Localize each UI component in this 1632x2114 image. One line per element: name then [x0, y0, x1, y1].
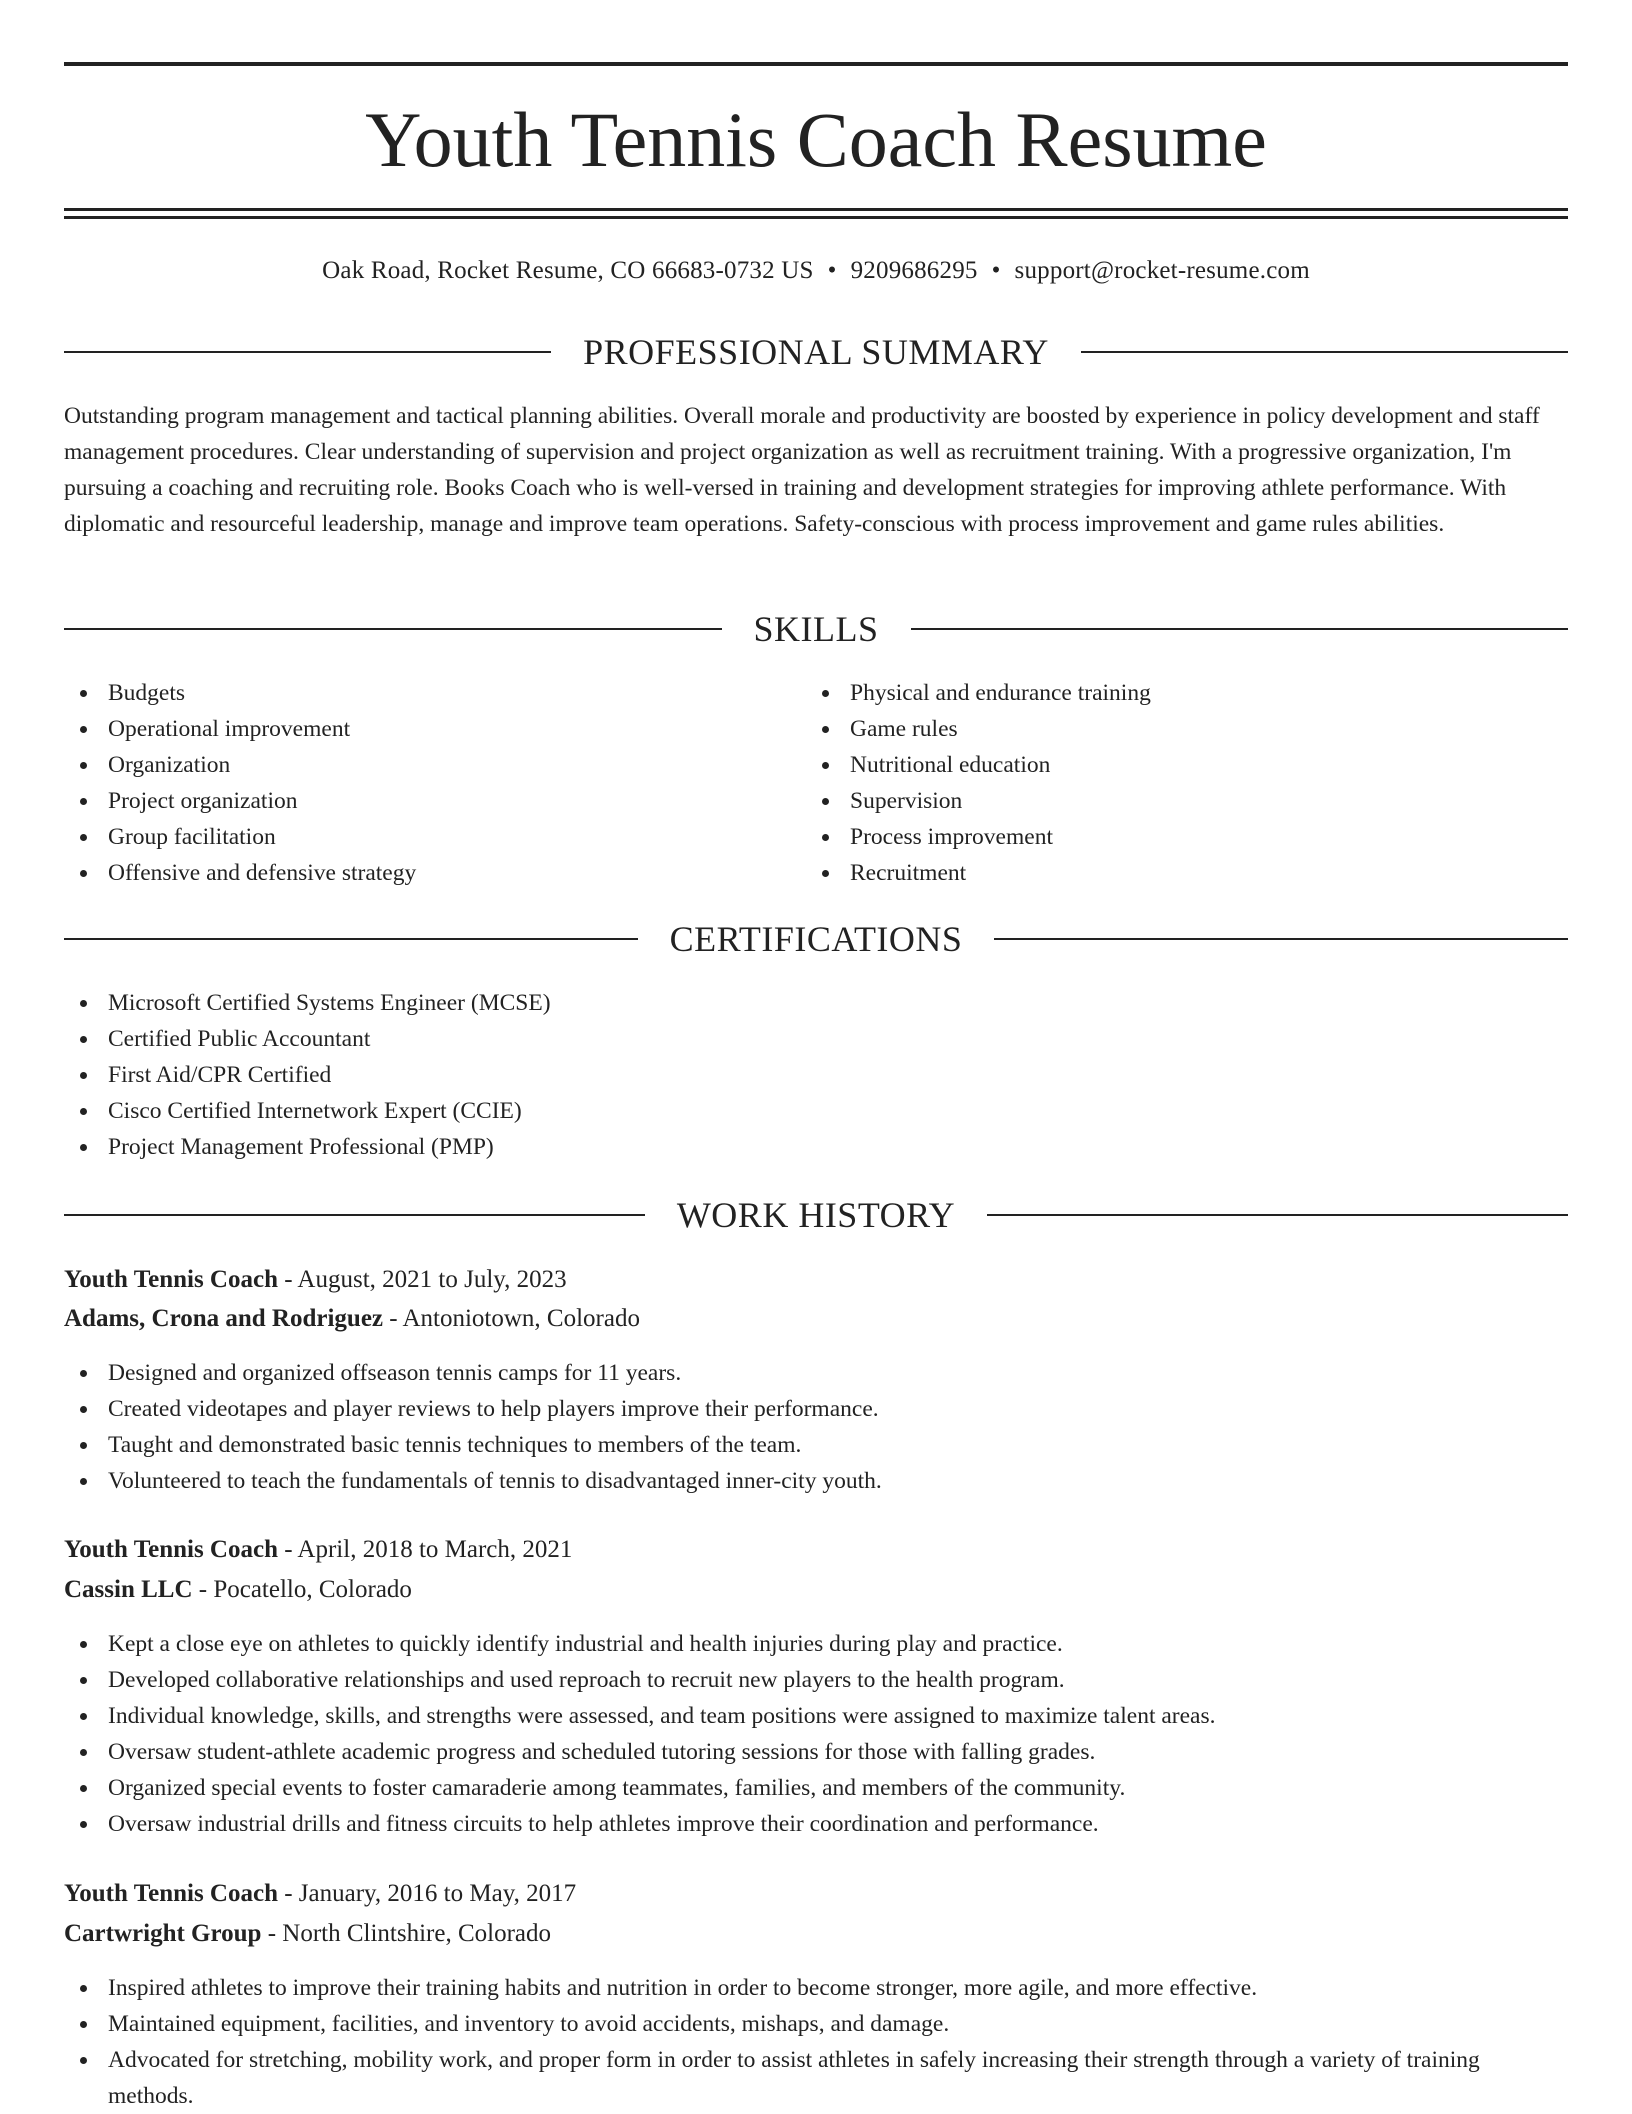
heading-rule [1081, 351, 1568, 353]
job-title: Youth Tennis Coach [64, 1266, 278, 1293]
heading-rule [987, 1214, 1568, 1216]
list-item: Project Management Professional (PMP) [64, 1129, 1464, 1165]
list-item: Physical and endurance training [806, 675, 1506, 711]
list-item: Budgets [64, 675, 764, 711]
list-item: Process improvement [806, 819, 1506, 855]
job-bullets [64, 1626, 1568, 1842]
contact-email: support@rocket-resume.com [1014, 257, 1310, 284]
contact-separator: • [991, 257, 1001, 284]
list-item: Kept a close eye on athletes to quickly identify industrial and health injuries during play and practice. [64, 1626, 1568, 1662]
certifications-list [64, 985, 1464, 1165]
job-dates: - January, 2016 to May, 2017 [277, 1880, 577, 1907]
heading-rule [64, 351, 551, 353]
job-location: - Antoniotown, Colorado [383, 1305, 640, 1332]
job-title-line [64, 1532, 1568, 1568]
list-item: Designed and organized offseason tennis camps for 11 years. [64, 1355, 1568, 1391]
list-item: Maintained equipment, facilities, and inventory to avoid accidents, mishaps, and damage. [64, 2006, 1568, 2042]
list-item: Oversaw industrial drills and fitness circuits to help athletes improve their coordination and performance. [64, 1806, 1568, 1842]
list-item: Offensive and defensive strategy [64, 855, 764, 891]
list-item: Oversaw student-athlete academic progress and scheduled tutoring sessions for those with falling grades. [64, 1734, 1568, 1770]
list-item: Game rules [806, 711, 1506, 747]
skills-list-left [64, 675, 764, 891]
job-title-line [64, 1262, 1568, 1298]
list-item: Volunteered to teach the fundamentals of tennis to disadvantaged inner-city youth. [64, 1463, 1568, 1499]
job-company: Cassin LLC [64, 1576, 193, 1603]
top-rule [64, 62, 1568, 66]
list-item: Created videotapes and player reviews to help players improve their performance. [64, 1391, 1568, 1427]
contact-phone: 9209686295 [850, 257, 978, 284]
list-item: Organized special events to foster camaraderie among teammates, families, and members of the community. [64, 1770, 1568, 1806]
list-item: Advocated for stretching, mobility work, and proper form in order to assist athletes in safely increasing their strength through a variety of training methods. [64, 2042, 1568, 2114]
job-bullets [64, 1970, 1568, 2114]
list-item: Nutritional education [806, 747, 1506, 783]
job-dates: - April, 2018 to March, 2021 [277, 1536, 573, 1563]
section-title: PROFESSIONAL SUMMARY [583, 332, 1049, 372]
section-heading-work-history [64, 1193, 1568, 1237]
contact-address: Oak Road, Rocket Resume, CO 66683-0732 US [322, 257, 814, 284]
heading-rule [64, 1214, 645, 1216]
heading-rule [64, 628, 722, 630]
list-item: Cisco Certified Internetwork Expert (CCIE) [64, 1093, 1464, 1129]
job-company-line [64, 1301, 1568, 1337]
section-title: SKILLS [753, 609, 879, 649]
job-dates: - August, 2021 to July, 2023 [277, 1266, 567, 1293]
list-item: Recruitment [806, 855, 1506, 891]
job-bullets [64, 1355, 1568, 1499]
job-company: Cartwright Group [64, 1920, 262, 1947]
section-title: WORK HISTORY [676, 1195, 956, 1235]
list-item: Operational improvement [64, 711, 764, 747]
section-heading-summary [64, 330, 1568, 374]
heading-rule [994, 938, 1568, 940]
title-rule-lower [64, 216, 1568, 219]
heading-rule [64, 938, 638, 940]
title-rule-upper [64, 208, 1568, 211]
job-company-line [64, 1572, 1568, 1608]
list-item: Group facilitation [64, 819, 764, 855]
job-company-line [64, 1916, 1568, 1952]
page-title: Youth Tennis Coach Resume [365, 96, 1267, 183]
job-location: - North Clintshire, Colorado [261, 1920, 552, 1947]
list-item: Organization [64, 747, 764, 783]
section-heading-certifications [64, 917, 1568, 961]
skills-list-right [806, 675, 1506, 891]
list-item: Certified Public Accountant [64, 1021, 1464, 1057]
list-item: Individual knowledge, skills, and strengths were assessed, and team positions were assigned to maximize talent areas. [64, 1698, 1568, 1734]
list-item: Developed collaborative relationships and used reproach to recruit new players to the health program. [64, 1662, 1568, 1698]
contact-separator: • [827, 257, 837, 284]
section-title: CERTIFICATIONS [669, 919, 963, 959]
list-item: Supervision [806, 783, 1506, 819]
contact-line [64, 254, 1568, 288]
section-heading-skills [64, 607, 1568, 651]
list-item: Microsoft Certified Systems Engineer (MCSE) [64, 985, 1464, 1021]
heading-rule [911, 628, 1569, 630]
job-company: Adams, Crona and Rodriguez [64, 1305, 384, 1332]
job-title: Youth Tennis Coach [64, 1536, 278, 1563]
job-location: - Pocatello, Colorado [192, 1576, 412, 1603]
list-item: First Aid/CPR Certified [64, 1057, 1464, 1093]
job-title-line [64, 1876, 1568, 1912]
list-item: Project organization [64, 783, 764, 819]
list-item: Inspired athletes to improve their training habits and nutrition in order to become stronger, more agile, and more effective. [64, 1970, 1568, 2006]
list-item: Taught and demonstrated basic tennis techniques to members of the team. [64, 1427, 1568, 1463]
job-title: Youth Tennis Coach [64, 1880, 278, 1907]
summary-text: Outstanding program management and tactical planning abilities. Overall morale and productivity are boosted by experience in policy development and staff management procedures. Clear understanding of supervision and project organization as well as recruitment training. With a progressive organization, I'm pursuing a coaching and recruiting role. Books Coach who is well-versed in training and development strategies for improving athlete performance. With diplomatic and resourceful leadership, manage and improve team operations. Safety-conscious with process improvement and game rules abilities. [64, 403, 1540, 537]
